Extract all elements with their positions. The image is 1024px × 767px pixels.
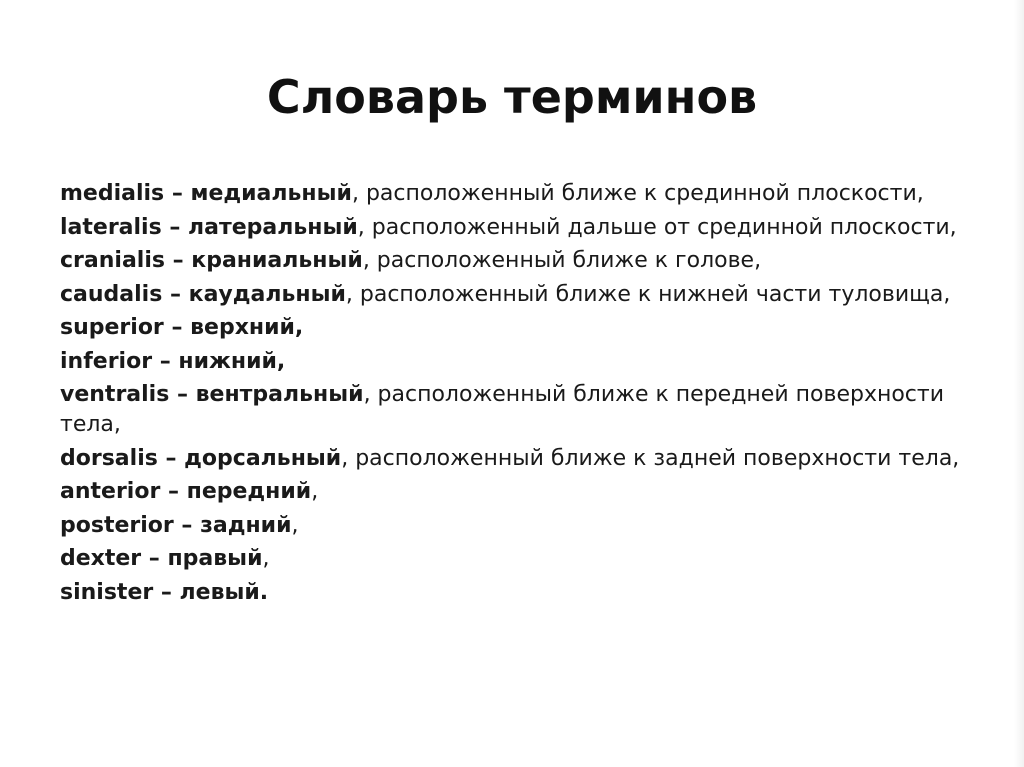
term-item <box>60 280 980 310</box>
term-item <box>60 213 980 243</box>
term-description: , расположенный ближе к нижней части туловища, <box>345 281 951 307</box>
term-name: sinister – левый. <box>60 579 269 605</box>
term-name: lateralis – латеральный <box>60 214 358 240</box>
term-description: , расположенный ближе к голове, <box>362 248 762 273</box>
term-name: ventralis – вентральный <box>60 382 364 407</box>
term-name: posterior – задний <box>60 512 292 538</box>
term-name: cranialis – краниальный <box>60 248 363 273</box>
term-description: , расположенный дальше от срединной плоскости, <box>357 214 957 240</box>
term-item <box>60 179 980 209</box>
term-item <box>60 544 980 574</box>
term-name: dorsalis – дорсальный <box>60 445 342 471</box>
term-item <box>60 578 980 608</box>
term-item <box>60 511 980 541</box>
term-description: , <box>311 479 319 504</box>
term-item <box>60 477 980 507</box>
term-item <box>60 347 980 377</box>
term-item <box>60 246 980 276</box>
term-item <box>60 444 980 474</box>
term-description: , расположенный ближе к задней поверхности тела, <box>341 445 960 471</box>
term-name: dexter – правый <box>60 546 263 571</box>
term-item <box>60 380 980 440</box>
term-name: medialis – медиальный <box>60 181 352 206</box>
term-name: superior – верхний, <box>60 315 304 340</box>
terms-list <box>60 179 980 608</box>
term-description: , <box>262 546 270 571</box>
term-description: , расположенный ближе к передней поверхности тела, <box>60 382 945 437</box>
term-description: , расположенный ближе к срединной плоскости, <box>351 181 924 206</box>
term-name: inferior – нижний, <box>60 348 286 374</box>
term-item <box>60 313 980 343</box>
term-name: anterior – передний <box>60 479 312 504</box>
page-title: Словарь терминов <box>266 70 758 124</box>
term-name: caudalis – каудальный <box>60 281 346 307</box>
term-description: , <box>291 512 299 538</box>
